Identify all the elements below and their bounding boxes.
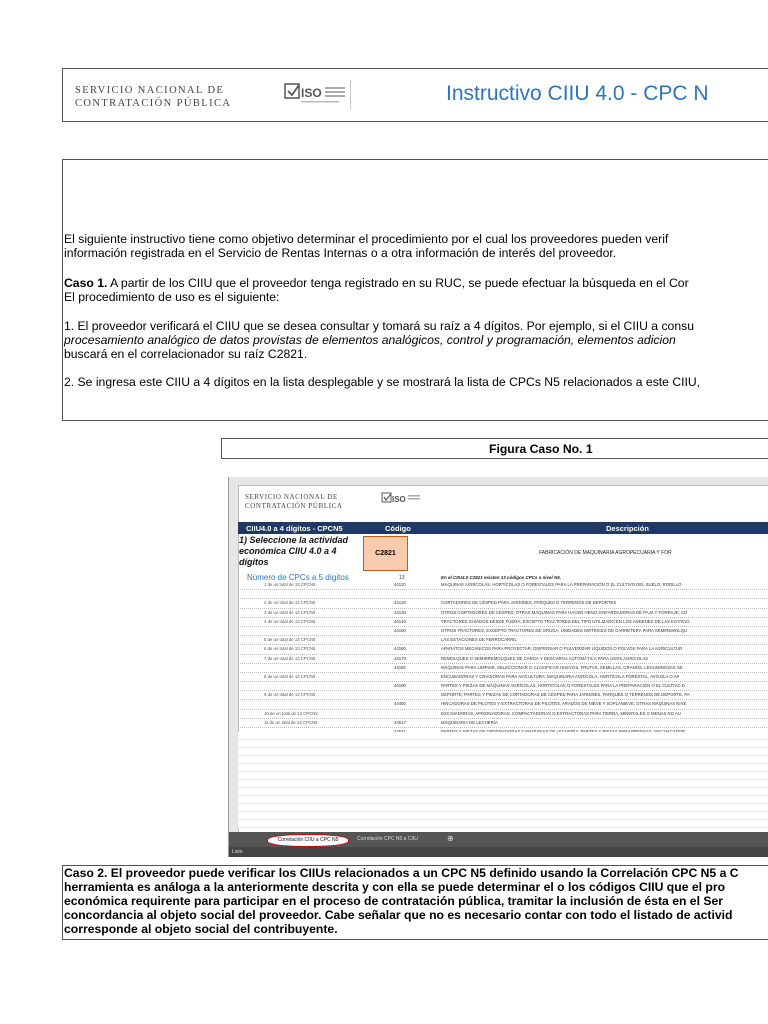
table-row [238,710,768,719]
table-row [238,618,768,627]
row-ordinal: 4 de un total de 13 CPCN5 [264,618,316,624]
row-cpc-description: HINCADORAS DE PILOTES Y EXTRACTORAS DE PILOTES, ARADOS DE NIEVE Y SOPLANIEVE; OTRAS MÁQUINAS NIVE [441,701,687,707]
row-ordinal: 11 de un total de 13 CPCN5 [264,719,318,725]
caso2-line-2: herramienta es análoga a la anteriormente descrita y con ella se puede determinar el o los códigos CIIU que el pro [64,880,726,894]
tab-correlacion-cpc-ciiu[interactable]: Correlación CPC N5 a CIIU [357,836,418,842]
table-row [238,590,768,599]
row-cpc-description: DEPORTE; PARTES Y PIEZAS DE CORTADORAS DE CÉSPED PARA JARDINES, PARQUES O TERRENOS DE DEPORTE, PA [441,692,690,698]
table-row [238,645,768,654]
table-row [238,655,768,664]
excel-iso-icon [381,492,421,508]
excel-logo-line-2: CONTRATACIÓN PÚBLICA [245,502,343,510]
table-row [238,581,768,590]
row-cpc-description: EXCAVADORAS, APISONADORAS, COMPACTADORAS O EXTRACTORAS PARA TIERRA, MINERALES O MENAS NO AU [441,710,681,716]
row-cpc-description: TRACTORES GUIADOS DESDE FUERA; EXCEPTO TRACTORES DEL TIPO UTILIZADO EN LOS ANDENES DE LAS ESTACIO [441,618,690,624]
row-cpc-description: APARATOS MECÁNICOS PARA PROYECTAR, DISPERSAR O PULVERIZAR LÍQUIDOS O POLVOS PARA LA AGRICULTUR [441,646,683,652]
row-cpc-code: 44190 [394,683,406,689]
row-cpc-description: MÁQUINAS AGRÍCOLAS, HORTÍCOLAS O FORESTALES PARA LA PREPARACIÓN O EL CULTIVO DEL SUELO; RODILLO [441,582,682,587]
step1-line-1: 1. El proveedor verificará el CIIU que se desea consultar y tomará su raíz a 4 dígitos. Por ejemplo, si el CIIU a consu [64,319,694,333]
row-cpc-description: OTROS CORTADORES DE CÉSPED; OTRAS MÁQUINAS PARA HACER HENO; ENFARDADORAS DE PAJA Y FORRAJE; CO [441,609,688,615]
caso1-text: A partir de los CIIU que el proveedor tenga registrado en su RUC, se puede efectuar la búsqueda en el Cor [107,276,689,290]
row-cpc-code: 44140 [394,618,406,624]
row-ordinal: 3 de un total de 13 CPCN5 [264,609,316,615]
caso2-line-1-text: El proveedor puede verificar los CIIUs relacionados a un CPC N5 definido usando la Correlación CPC N5 a C [107,866,739,880]
band-description: Descripción [606,524,649,533]
svg-text:ISO: ISO [392,495,406,504]
select-line-1: 1) Seleccione la actividad [239,535,349,545]
table-row [238,719,768,728]
row-cpc-description: CORTADORES DE CÉSPED PARA JARDINES, PARQUES O TERRENOS DE DEPORTES [441,600,617,606]
row-cpc-description: REMOLQUES O SEMIRREMOLQUES DE CARGA Y DESCARGA AUTOMÁTICA PARA USOS AGRÍCOLAS [441,655,649,661]
excel-logo-line-1: SERVICIO NACIONAL DE [245,493,338,501]
ciiu-description: FABRICACIÓN DE MAQUINARIA AGROPECUARIA Y FOR [539,550,672,556]
row-cpc-description: OTROS TRACTORES, EXCEPTO TRACTORES DE ORUGA, UNIDADES MOTRICES DE CARRETERA PARA SEMIREMOLQU [441,627,688,633]
tab-correlacion-ciiu-cpc[interactable]: Correlación CIIU a CPC N5 [267,834,349,847]
caso2-line-4: concordancia al objeto social del proveedor. Cabe señalar que no es necesario contar con todo el listado de activid [64,908,733,922]
intro-line-1: El siguiente instructivo tiene como objetivo determinar el procedimiento por el cual los proveedores pueden verif [64,232,669,246]
row-cpc-description: LAS ESTACIONES DE FERROCARRIL [441,637,517,643]
row-cpc-code: 44180 [394,664,406,670]
row-cpc-code: 44450 [394,701,406,707]
cpc-count-value: 13 [399,575,405,581]
status-bar: Listo [229,847,768,857]
table-row [238,627,768,636]
step1-line-2-text: procesamiento analógico de datos provistas de elementos analógicos, control y programación, elementos adicion [64,333,676,347]
sheet-tabs-bar [229,832,768,847]
logo-line-1: SERVICIO NACIONAL DE [75,85,225,96]
step1-line-3: buscará en el correlacionador su raíz C2821. [64,347,308,361]
row-ordinal: 5 de un total de 13 CPCN5 [264,637,316,643]
step1-line-2 [64,334,676,348]
cpc-table [238,581,768,756]
caso1-line-1 [64,277,689,291]
row-ordinal: 9 de un total de 13 CPCN5 [264,692,316,698]
header-divider [350,80,351,110]
row-ordinal: 7 de un total de 13 CPCN5 [264,655,316,661]
intro-line-2: información registrada en el Servicio de Rentas Internas o a otra información de interés del proveedor. [64,246,617,260]
caso2-line-1 [64,867,739,881]
svg-text:ISO: ISO [301,86,322,100]
row-ordinal: 10 de un total de 13 CPCN5 [264,710,318,716]
select-line-3: dígitos [239,557,269,567]
row-cpc-description: MAQUINARIA DE LECHERÍA [441,719,498,725]
table-row [238,599,768,608]
caso1-line-2: El procedimiento de uso es el siguiente: [64,290,280,304]
row-ordinal: 8 de un total de 13 CPCN5 [264,673,316,679]
band-left: CIIU4.0 a 4 dígitos - CPCN5 [246,524,343,533]
ciiu-code-dropdown[interactable]: C2821 [363,536,408,571]
select-line-2: económica CIIU 4.0 a 4 [239,546,337,556]
page-title: Instructivo CIIU 4.0 - CPC N [446,82,709,105]
step2-line: 2. Se ingresa este CIIU a 4 dígitos en la lista desplegable y se mostrará la lista de CPCs N5 relacionados a este CIIU, [64,375,701,389]
figure-label: Figura Caso No. 1 [489,442,593,456]
caso2-line-3: económica requirente para participar en el proceso de contratación pública, tramitar la inclusión de ésta en el Ser [64,894,724,908]
row-cpc-code: 44160 [394,646,406,652]
table-row [238,673,768,682]
row-cpc-description: PARTES Y PIEZAS DE MÁQUINAS AGRÍCOLAS, HORTÍCOLAS O FORESTALES PARA LA PREPARACIÓN O EL CULTIVO D [441,683,685,689]
band-code: Código [385,524,411,533]
logo-line-2: CONTRATACIÓN PÚBLICA [75,98,232,109]
caso2-line-5: corresponde al objeto social del contribuyente. [64,922,338,936]
row-cpc-code: 44130 [394,609,406,615]
excel-sercop-logo [245,493,343,511]
row-cpc-description: MÁQUINAS PARA LIMPIAR, SELECCIONAR O CLASIFICAR HUEVOS, FRUTAS, SEMILLAS, GRANOS, LEGUMINOSAS SE [441,664,683,670]
table-row [238,636,768,645]
cpc-count-note: En el CIIU4.0 C2821 existen 13 códigos CPCs a nivel N5. [441,575,562,580]
excel-screenshot [228,477,768,857]
row-cpc-code: 44110 [394,582,406,587]
row-cpc-description: ENCUBADORAS Y CRIADORAS PARA AVICULTURA; MAQUINARIA AGRÍCOLA, HORTÍCOLA FORESTAL, AVÍCOLA O AP [441,673,680,679]
column-header-bar [229,477,768,486]
table-row [238,664,768,673]
sercop-logo [75,84,231,110]
caso2-label: Caso 2. [64,866,108,880]
select-activity-label [239,535,348,568]
row-cpc-code: 44170 [394,655,406,661]
table-row [238,609,768,618]
caso1-label: Caso 1. [64,276,108,290]
row-cpc-code: 44517 [394,719,406,725]
table-row [238,691,768,700]
row-cpc-code: 44120 [394,600,406,606]
row-ordinal: 1 de un total de 13 CPCN5 [264,582,316,587]
row-ordinal: 2 de un total de 13 CPCN5 [264,600,316,606]
table-row [238,700,768,709]
empty-rows [238,732,768,828]
row-ordinal: 6 de un total de 13 CPCN5 [264,646,316,652]
excel-header-band [238,522,768,534]
add-sheet-icon[interactable]: ⊕ [447,834,454,843]
table-row [238,682,768,691]
row-cpc-code: 44150 [394,627,406,633]
cpc-count-label: Número de CPCs a 5 dígitos [247,573,349,582]
iso-certification-icon [284,82,348,106]
